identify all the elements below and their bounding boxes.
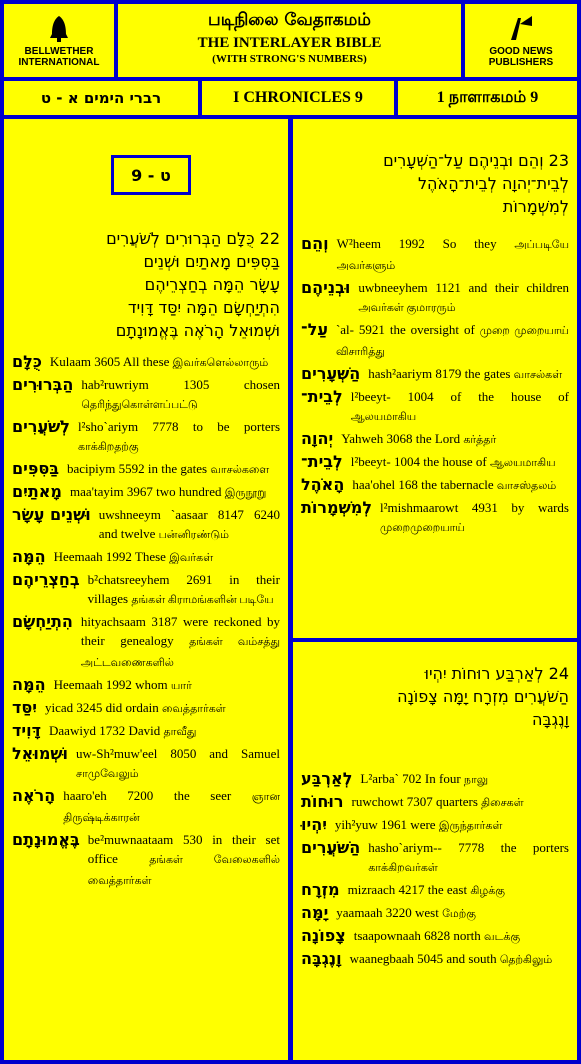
gloss-tamil: சாமுவேலும் <box>76 768 139 780</box>
gloss <box>348 880 569 901</box>
hebrew-word: לְאַרְבַּע <box>301 769 353 788</box>
hebrew-word: בֶּאֱמוּנָתָם <box>12 830 80 849</box>
trumpet-icon <box>508 14 534 44</box>
gloss-tamil: ஆலயமாகிய <box>350 411 417 423</box>
gloss-english: l²mishmaarowt 4931 by wards <box>380 500 569 515</box>
word-entry <box>293 792 577 813</box>
word-entry <box>4 505 288 545</box>
gloss <box>45 698 280 719</box>
gloss-english: yicad 3245 did ordain <box>45 700 159 715</box>
gloss-english: tsaapownaah 6828 north <box>353 928 481 943</box>
word-entry <box>4 459 288 480</box>
left-column <box>4 119 288 1060</box>
hebrew-word: הִתְיַחְשָׂם <box>12 612 73 631</box>
gloss-tamil: தெரிந்துகொள்ளப்பட்டு <box>81 399 198 411</box>
gloss-english: Heemaah 1992 These <box>53 549 166 564</box>
gloss-tamil: அப்படியே அவர்களும் <box>336 239 570 272</box>
gloss-english: l²sho`ariym 7778 to be porters <box>77 419 280 434</box>
word-entry <box>4 612 288 673</box>
gloss <box>368 364 569 385</box>
gloss <box>76 744 280 784</box>
gloss-tamil: இவர்களெல்லாரும் <box>172 357 269 369</box>
gloss <box>54 547 280 568</box>
gloss <box>54 675 280 696</box>
gloss <box>368 838 569 878</box>
hebrew-word: עַל־ <box>301 320 328 339</box>
gloss <box>351 387 569 427</box>
hebrew-word: כֻּלָּם <box>12 352 42 371</box>
gloss-tamil: திசைகள் <box>481 797 524 809</box>
gloss <box>350 949 569 970</box>
gloss-english: hityachsaam 3187 were reckoned by their genealogy <box>80 614 280 648</box>
gloss-english: W²heem 1992 So they <box>336 236 497 251</box>
word-entry <box>293 387 577 427</box>
gloss-english: bacipiym 5592 in the gates <box>67 461 208 476</box>
hebrew-word: יְהוָה <box>301 429 334 448</box>
gloss <box>81 375 280 415</box>
title-tamil: படிநிலை வேதாகமம் <box>208 10 371 30</box>
hebrew-word: דָּוִיד <box>12 721 42 740</box>
gloss-tamil: காக்கிறதற்கு <box>77 441 139 453</box>
gloss <box>78 417 280 457</box>
word-entry <box>293 278 577 318</box>
gloss-english: haaro'eh 7200 the seer <box>63 788 232 803</box>
gloss-tamil: தங்கள் வேலைகளில் வைத்தார்கள் <box>87 854 280 887</box>
word-entry <box>4 675 288 696</box>
gloss <box>81 612 280 673</box>
gloss <box>380 498 569 538</box>
hebrew-word: וּשְׁנֵים עָשָׂר <box>12 505 91 524</box>
word-entry <box>4 570 288 610</box>
goodnews-logo <box>465 4 577 77</box>
verse22-hebrew: 22 כֻּלָּם הַבְּרוּרִים לְשֹׁעֲרִים בַּסִּפִּים מָאתַיִם וּשְׁנֵים עָשָׂר הֵמָּה בְחַצְרֵיהֶם הִתְיַחְשָׂם הֵמָּה יִסַּד דָּוִיד וּשְׁמוּאֵל הָרֹאֶה בֶּאֱמוּנָתָם <box>106 229 280 340</box>
right-bottom-column <box>293 642 577 1060</box>
gloss-english: uw-Sh²muw'eel 8050 and Samuel <box>76 746 280 761</box>
gloss-tamil: ஆலயமாகிய <box>490 457 556 469</box>
title-block <box>118 4 461 77</box>
gloss-tamil: நாலு <box>463 774 489 786</box>
gloss <box>99 505 280 545</box>
hebrew-word: הֵמָּה <box>12 675 46 694</box>
hebrew-word: יָמָּה <box>301 903 329 922</box>
gloss-english: L²arba` 702 In four <box>360 771 461 786</box>
gloss-english: Yahweh 3068 the Lord <box>341 431 461 446</box>
hebrew-word: וּבְנֵיהֶם <box>301 278 351 297</box>
gloss-tamil: தெற்கிலும் <box>499 954 553 966</box>
hebrew-word: וּשְׁמוּאֵל <box>12 744 69 763</box>
gloss <box>336 903 569 924</box>
gloss-english: Daawiyd 1732 David <box>49 723 161 738</box>
gloss-english: l²beeyt- 1004 of the house of <box>350 389 569 404</box>
word-entry <box>4 721 288 742</box>
gloss-tamil: இருநூறு <box>224 487 267 499</box>
left-logo-line2: INTERNATIONAL <box>18 56 100 68</box>
word-entry <box>4 830 288 891</box>
gloss <box>50 352 280 373</box>
gloss <box>341 429 569 450</box>
gloss-english: haa'ohel 168 the tabernacle <box>352 477 494 492</box>
gloss-tamil: பன்னிரண்டும் <box>158 529 229 541</box>
hebrew-word: מִזְרָח <box>301 880 340 899</box>
gloss <box>63 786 280 828</box>
hebrew-word: הַשְּׁעָרִים <box>301 364 361 383</box>
hebrew-word: רוּחוֹת <box>301 792 344 811</box>
right-top-column <box>293 119 577 638</box>
right-logo-line2: PUBLISHERS <box>488 56 554 68</box>
left-logo-line1: BELLWETHER <box>24 45 94 57</box>
gloss-english: yaamaah 3220 west <box>336 905 439 920</box>
gloss-tamil: கர்த்தர் <box>463 434 497 446</box>
verse23-word-list <box>293 234 577 538</box>
verse23-hebrew: 23 וְהֵם וּבְנֵיהֶם עַל־הַשְּׁעָרִים לְבֵית־יְהוָה לְבֵית־הָאֹהֶל לְמִשְׁמָרוֹת <box>383 151 569 216</box>
gloss-tamil: வாசல்களை <box>210 464 270 476</box>
hebrew-word: בְחַצְרֵיהֶם <box>12 570 80 589</box>
verse22-word-list <box>4 352 288 891</box>
word-entry <box>4 375 288 415</box>
gloss-english: hab²ruwriym 1305 chosen <box>81 377 280 392</box>
gloss <box>352 475 569 496</box>
gloss <box>336 320 569 362</box>
hebrew-word: יִסַּד <box>12 698 37 717</box>
gloss-tamil: மேற்கு <box>442 908 476 920</box>
hebrew-word: הָרֹאֶה <box>12 786 56 805</box>
gloss-english: yih²yuw 1961 were <box>334 817 436 832</box>
verse24-word-list <box>293 769 577 970</box>
gloss <box>351 452 569 473</box>
word-entry <box>293 903 577 924</box>
gloss-english: `al- 5921 the oversight of <box>335 322 475 337</box>
gloss <box>337 234 569 276</box>
word-entry <box>293 498 577 538</box>
word-entry <box>4 482 288 503</box>
bell-icon <box>48 14 70 44</box>
gloss-tamil: வடக்கு <box>484 931 521 943</box>
gloss <box>67 459 280 480</box>
gloss-tamil: முறைமுறையாய் <box>380 522 465 534</box>
right-logo-line1: GOOD NEWS <box>489 45 553 57</box>
word-entry <box>293 452 577 473</box>
gloss-tamil: இருந்தார்கள் <box>438 820 503 832</box>
hebrew-word: הָאֹהֶל <box>301 475 345 494</box>
hebrew-word: לְמִשְׁמָרוֹת <box>301 498 373 517</box>
word-entry <box>293 880 577 901</box>
word-entry <box>293 769 577 790</box>
hebrew-word: וְהֵם <box>301 234 329 253</box>
hebrew-word: לְשֹׁעֲרִים <box>12 417 70 436</box>
verse24-hebrew: 24 לְאַרְבַּע רוּחוֹת יִהְיוּ הַשֹּׁעֲרִים מִזְרָח יָמָּה צָפוֹנָה וָנֶגְבָּה <box>397 664 569 729</box>
gloss-english: l²beeyt- 1004 the house of <box>350 454 487 469</box>
word-entry <box>293 475 577 496</box>
hebrew-word: הֵמָּה <box>12 547 46 566</box>
hebrew-word: צָפוֹנָה <box>301 926 346 945</box>
gloss-english: hash²aariym 8179 the gates <box>368 366 511 381</box>
gloss <box>88 570 280 610</box>
hebrew-word: הַבְּרוּרִים <box>12 375 74 394</box>
gloss <box>88 830 280 891</box>
word-entry <box>293 234 577 276</box>
gloss-english: mizraach 4217 the east <box>347 882 468 897</box>
gloss <box>335 815 569 836</box>
word-entry <box>293 838 577 878</box>
hebrew-word: מָאתַיִם <box>12 482 63 501</box>
hebrew-word: יִהְיוּ <box>301 815 327 834</box>
word-entry <box>293 815 577 836</box>
gloss <box>352 792 569 813</box>
gloss-english: Kulaam 3605 All these <box>49 354 170 369</box>
gloss-english: uwbneeyhem 1121 and their children <box>358 280 569 295</box>
gloss <box>358 278 569 318</box>
title-english: THE INTERLAYER BIBLE <box>197 35 382 51</box>
word-entry <box>293 926 577 947</box>
gloss-tamil: காக்கிறவர்கள் <box>368 862 438 874</box>
word-entry <box>4 352 288 373</box>
gloss-english: maa'tayim 3967 two hundred <box>70 484 222 499</box>
gloss-english: hasho`ariym-- 7778 the porters <box>368 840 569 855</box>
gloss-english: waanegbaah 5045 and south <box>349 951 497 966</box>
hebrew-word: לְבֵית־ <box>301 452 343 471</box>
tamil-book-label: 1 நாளாகமம் 9 <box>398 81 577 115</box>
gloss-tamil: இவர்கள் <box>169 552 214 564</box>
word-entry <box>4 547 288 568</box>
chapter-ref-box: ט - 9 <box>111 155 191 195</box>
gloss-tamil: தாவீது <box>163 726 197 738</box>
word-entry <box>4 744 288 784</box>
gloss-tamil: கிழக்கு <box>470 885 505 897</box>
gloss-tamil: ஞான திருஷ்டிக்காரன் <box>63 791 281 824</box>
hebrew-word: לְבֵית־ <box>301 387 343 406</box>
gloss-tamil: வாசல்கள் <box>513 369 563 381</box>
gloss-tamil: முறை முறையாய் விசாரித்து <box>335 325 569 358</box>
word-entry <box>4 698 288 719</box>
gloss <box>354 926 569 947</box>
word-entry <box>4 786 288 828</box>
gloss <box>49 721 280 742</box>
hebrew-word: הַשֹּׁעֲרִים <box>301 838 361 857</box>
word-entry <box>293 429 577 450</box>
gloss <box>360 769 569 790</box>
gloss <box>70 482 280 503</box>
gloss-tamil: அவர்கள் குமாரரும் <box>358 302 456 314</box>
word-entry <box>4 417 288 457</box>
gloss-tamil: யார் <box>170 680 192 692</box>
gloss-english: b²chatsreeyhem 2691 in their villages <box>87 572 280 606</box>
gloss-english: ruwchowt 7307 quarters <box>351 794 478 809</box>
subtitle: (WITH STRONG'S NUMBERS) <box>212 53 367 65</box>
word-entry <box>293 364 577 385</box>
hebrew-book-label: רברי הימים א - ט <box>4 81 198 115</box>
english-book-label: I CHRONICLES 9 <box>202 81 394 115</box>
gloss-english: uwshneeym `aasaar 8147 6240 and twelve <box>98 507 280 541</box>
gloss-tamil: வைத்தார்கள் <box>161 703 226 715</box>
hebrew-word: וָנֶגְבָּה <box>301 949 342 968</box>
gloss-english: Heemaah 1992 whom <box>53 677 168 692</box>
word-entry <box>293 320 577 362</box>
hebrew-word: בַּסִּפִּים <box>12 459 60 478</box>
gloss-english: be²muwnaataam 530 in their set office <box>87 832 280 866</box>
word-entry <box>293 949 577 970</box>
gloss-tamil: தங்கள் கிராமங்களின் படியே <box>131 594 274 606</box>
bellwether-logo <box>4 4 114 77</box>
gloss-tamil: வாசஸ்தலம் <box>496 480 557 492</box>
gloss-tamil: தங்கள் வம்சத்து அட்டவணைகளில் <box>80 636 280 669</box>
